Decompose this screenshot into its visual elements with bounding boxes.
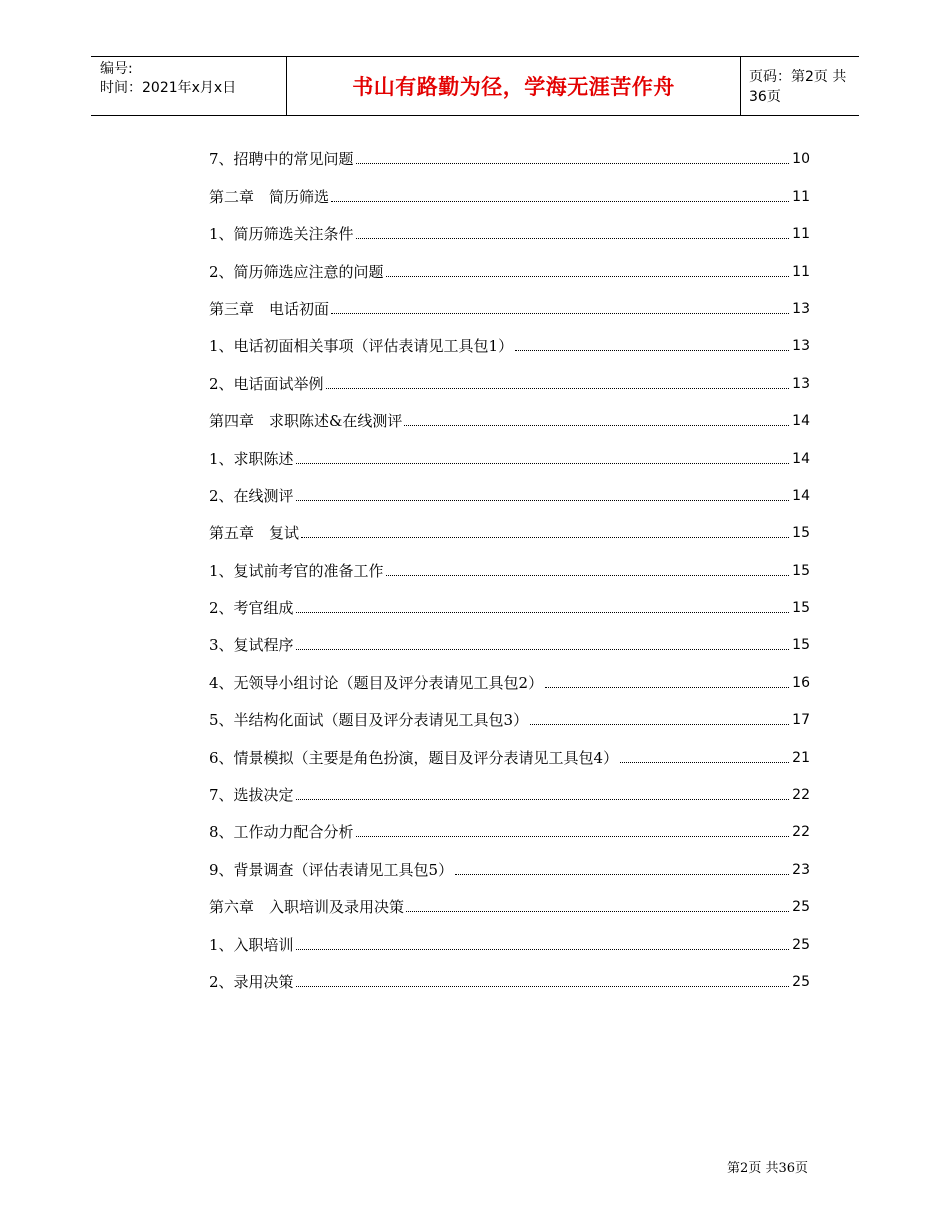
toc-dot-leader	[386, 275, 790, 277]
toc-entry-page: 23	[792, 861, 810, 878]
toc-entry-page: 25	[792, 936, 810, 953]
toc-entry[interactable]	[209, 583, 810, 620]
toc-entry[interactable]	[209, 695, 810, 732]
toc-entry-page: 22	[792, 824, 810, 841]
toc-entry-page: 10	[792, 151, 810, 168]
header-left-cell	[91, 57, 287, 115]
toc-dot-leader	[386, 574, 790, 576]
header-page-info: 页码：第2页 共36页	[749, 69, 847, 105]
toc-entry-page: 15	[792, 600, 810, 617]
toc-entry-label: 6、情景模拟（主要是角色扮演，题目及评分表请见工具包4）	[209, 748, 619, 767]
toc-dot-leader	[296, 499, 790, 501]
toc-entry[interactable]	[209, 284, 810, 321]
toc-entry-label: 8、工作动力配合分析	[209, 823, 354, 842]
toc-entry-page: 14	[792, 413, 810, 430]
toc-entry-label: 2、录用决策	[209, 972, 294, 991]
toc-dot-leader	[515, 349, 789, 351]
toc-entry[interactable]	[209, 396, 810, 433]
toc-entry[interactable]	[209, 770, 810, 807]
toc-entry-label: 第五章 复试	[209, 524, 300, 543]
toc-entry-page: 22	[792, 787, 810, 804]
toc-entry-label: 1、入职培训	[209, 935, 294, 954]
toc-entry[interactable]	[209, 844, 810, 881]
toc-dot-leader	[326, 387, 790, 389]
toc-dot-leader	[356, 237, 790, 239]
toc-entry-label: 7、招聘中的常见问题	[209, 150, 354, 169]
toc-entry-label: 1、复试前考官的准备工作	[209, 561, 384, 580]
toc-entry-label: 第二章 简历筛选	[209, 187, 330, 206]
toc-entry[interactable]	[209, 209, 810, 246]
toc-entry-label: 2、考官组成	[209, 599, 294, 618]
toc-entry[interactable]	[209, 171, 810, 208]
toc-entry-label: 第四章 求职陈述&在线测评	[209, 412, 403, 431]
toc-entry-page: 13	[792, 338, 810, 355]
toc-entry-label: 第三章 电话初面	[209, 299, 330, 318]
toc-entry-label: 3、复试程序	[209, 636, 294, 655]
toc-dot-leader	[545, 686, 789, 688]
toc-entry-page: 14	[792, 487, 810, 504]
toc-entry-page: 15	[792, 637, 810, 654]
toc-dot-leader	[296, 462, 790, 464]
header-motto: 书山有路勤为径，学海无涯苦作舟	[287, 57, 741, 115]
toc-entry-page: 14	[792, 450, 810, 467]
toc-entry[interactable]	[209, 358, 810, 395]
toc-entry[interactable]	[209, 246, 810, 283]
toc-entry-page: 15	[792, 562, 810, 579]
toc-entry[interactable]	[209, 134, 810, 171]
toc-entry[interactable]	[209, 919, 810, 956]
toc-dot-leader	[356, 162, 790, 164]
toc-entry[interactable]	[209, 508, 810, 545]
toc-entry[interactable]	[209, 882, 810, 919]
toc-entry-label: 1、电话初面相关事项（评估表请见工具包1）	[209, 337, 514, 356]
toc-entry-page: 16	[792, 674, 810, 691]
toc-entry-page: 15	[792, 525, 810, 542]
toc-entry[interactable]	[209, 471, 810, 508]
toc-dot-leader	[404, 424, 789, 426]
toc-entry[interactable]	[209, 433, 810, 470]
toc-dot-leader	[530, 723, 789, 725]
toc-entry-page: 11	[792, 226, 810, 243]
toc-entry-label: 第六章 入职培训及录用决策	[209, 898, 405, 917]
toc-entry-label: 1、简历筛选关注条件	[209, 225, 354, 244]
toc-dot-leader	[331, 200, 789, 202]
toc-dot-leader	[620, 761, 789, 763]
page-header	[91, 56, 859, 116]
toc-dot-leader	[331, 312, 789, 314]
toc-entry[interactable]	[209, 732, 810, 769]
toc-entry-page: 11	[792, 263, 810, 280]
document-number-label: 编号:	[100, 61, 133, 77]
toc-dot-leader	[301, 536, 789, 538]
toc-entry[interactable]	[209, 545, 810, 582]
toc-entry-label: 9、背景调查（评估表请见工具包5）	[209, 860, 454, 879]
toc-entry-page: 25	[792, 973, 810, 990]
toc-dot-leader	[356, 835, 790, 837]
toc-entry-label: 2、在线测评	[209, 486, 294, 505]
toc-dot-leader	[296, 611, 790, 613]
toc-dot-leader	[296, 948, 790, 950]
toc-entry[interactable]	[209, 957, 810, 994]
table-of-contents	[209, 134, 810, 994]
toc-entry-page: 13	[792, 375, 810, 392]
toc-entry-page: 11	[792, 188, 810, 205]
toc-dot-leader	[296, 798, 790, 800]
toc-entry-label: 4、无领导小组讨论（题目及评分表请见工具包2）	[209, 673, 544, 692]
toc-entry-page: 13	[792, 300, 810, 317]
toc-entry[interactable]	[209, 620, 810, 657]
toc-entry-label: 1、求职陈述	[209, 449, 294, 468]
toc-entry[interactable]	[209, 657, 810, 694]
toc-dot-leader	[406, 910, 789, 912]
toc-entry-label: 2、电话面试举例	[209, 374, 324, 393]
toc-dot-leader	[296, 985, 790, 987]
document-time-label: 时间：2021年x月x日	[100, 80, 237, 96]
toc-dot-leader	[455, 873, 789, 875]
toc-entry-label: 7、选拔决定	[209, 786, 294, 805]
footer-page-info: 第2页 共36页	[727, 1161, 808, 1176]
toc-entry[interactable]	[209, 807, 810, 844]
toc-entry-page: 21	[792, 749, 810, 766]
toc-entry-page: 17	[792, 712, 810, 729]
toc-entry-page: 25	[792, 899, 810, 916]
toc-entry-label: 2、简历筛选应注意的问题	[209, 262, 384, 281]
toc-entry[interactable]	[209, 321, 810, 358]
toc-entry-label: 5、半结构化面试（题目及评分表请见工具包3）	[209, 711, 529, 730]
toc-dot-leader	[296, 648, 790, 650]
